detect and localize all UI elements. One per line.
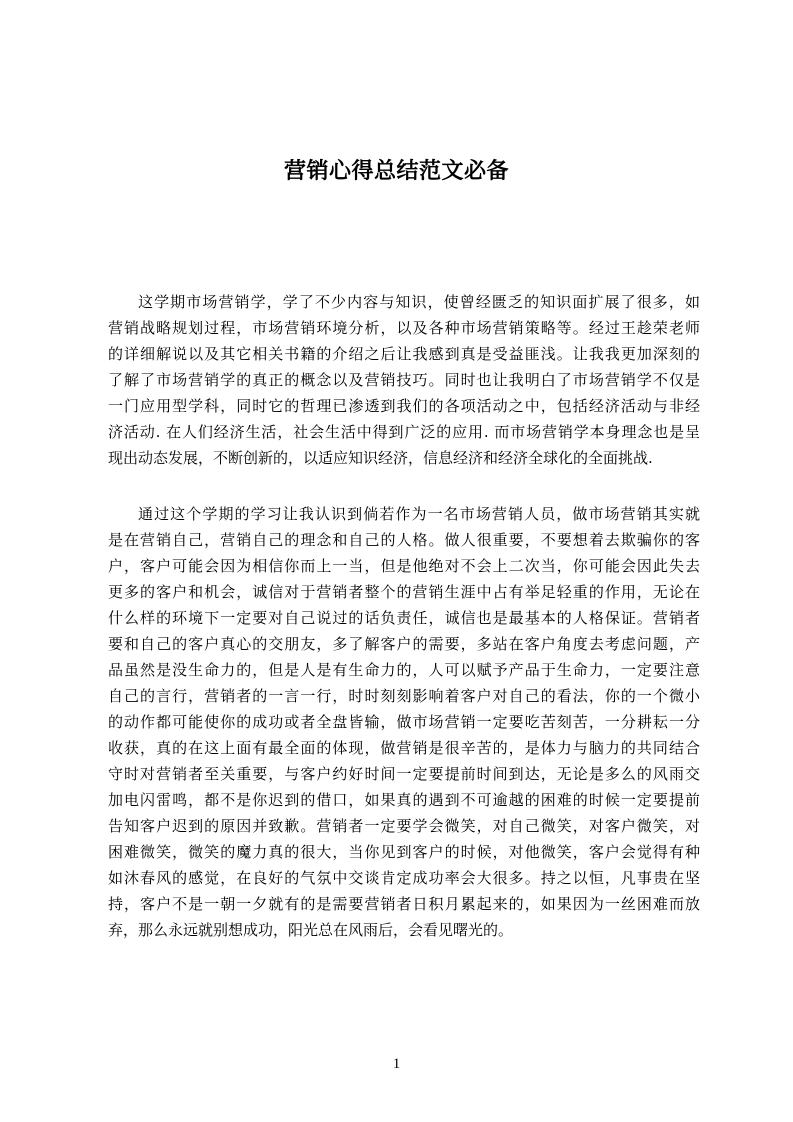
paragraph-line: 告知客户迟到的原因并致歉。营销者一定要学会微笑，对自己微笑，对客户微笑，对 (108, 817, 700, 835)
paragraph-line: 济活动. 在人们经济生活，社会生活中得到广泛的应用. 而市场营销学本身理念也是呈 (108, 423, 700, 441)
paragraph-line: 通过这个学期的学习让我认识到倘若作为一名市场营销人员，做市场营销其实就 (138, 505, 700, 523)
paragraph-line: 什么样的环境下一定要对自己说过的话负责任，诚信也是最基本的人格保证。营销者 (108, 609, 700, 627)
paragraph-line: 弃，那么永远就别想成功，阳光总在风雨后，会看见曙光的。 (108, 921, 514, 939)
paragraph-2 (108, 501, 700, 943)
paragraph-line: 营销战略规划过程，市场营销环境分析，以及各种市场营销策略等。经过王趁荣老师 (108, 319, 700, 337)
paragraph-line: 要和自己的客户真心的交朋友，多了解客户的需要，多站在客户角度去考虑问题，产 (108, 635, 700, 653)
paragraph-line: 守时对营销者至关重要，与客户约好时间一定要提前时间到达，无论是多么的风雨交 (108, 765, 700, 783)
paragraph-line: 收获，真的在这上面有最全面的体现，做营销是很辛苦的，是体力与脑力的共同结合 (108, 739, 700, 757)
paragraph-line: 如沐春风的感觉，在良好的气氛中交谈肯定成功率会大很多。持之以恒，凡事贵在坚 (108, 869, 700, 887)
paragraph-line: 是在营销自己，营销自己的理念和自己的人格。做人很重要，不要想着去欺骗你的客 (108, 531, 700, 549)
page-number: 1 (392, 1056, 401, 1072)
document-title: 营销心得总结范文必备 (283, 158, 509, 184)
paragraph-line: 户，客户可能会因为相信你而上一当，但是他绝对不会上二次当，你可能会因此失去 (108, 557, 700, 575)
paragraph-line: 了解了市场营销学的真正的概念以及营销技巧。同时也让我明白了市场营销学不仅是 (108, 371, 700, 389)
paragraph-line: 这学期市场营销学，学了不少内容与知识，使曾经匮乏的知识面扩展了很多，如 (138, 293, 700, 311)
paragraph-line: 更多的客户和机会，诚信对于营销者整个的营销生涯中占有举足轻重的作用，无论在 (108, 583, 700, 601)
paragraph-line: 自己的言行，营销者的一言一行，时时刻刻影响着客户对自己的看法，你的一个微小 (108, 687, 700, 705)
paragraph-line: 品虽然是没生命力的，但是人是有生命力的，人可以赋予产品于生命力，一定要注意 (108, 661, 700, 679)
paragraph-line: 现出动态发展，不断创新的，以适应知识经济，信息经济和经济全球化的全面挑战. (108, 449, 653, 467)
paragraph-line: 的详细解说以及其它相关书籍的介绍之后让我感到真是受益匪浅。让我我更加深刻的 (108, 345, 700, 363)
paragraph-line: 加电闪雷鸣，都不是你迟到的借口，如果真的遇到不可逾越的困难的时候一定要提前 (108, 791, 700, 809)
paragraph-line: 一门应用型学科，同时它的哲理已渗透到我们的各项活动之中，包括经济活动与非经 (108, 397, 700, 415)
paragraph-1 (108, 289, 700, 471)
paragraph-line: 困难微笑，微笑的魔力真的很大，当你见到客户的时候，对他微笑，客户会觉得有种 (108, 843, 700, 861)
paragraph-line: 的动作都可能使你的成功或者全盘皆输，做市场营销一定要吃苦刻苦，一分耕耘一分 (108, 713, 700, 731)
paragraph-line: 持，客户不是一朝一夕就有的是需要营销者日积月累起来的，如果因为一丝困难而放 (108, 895, 700, 913)
